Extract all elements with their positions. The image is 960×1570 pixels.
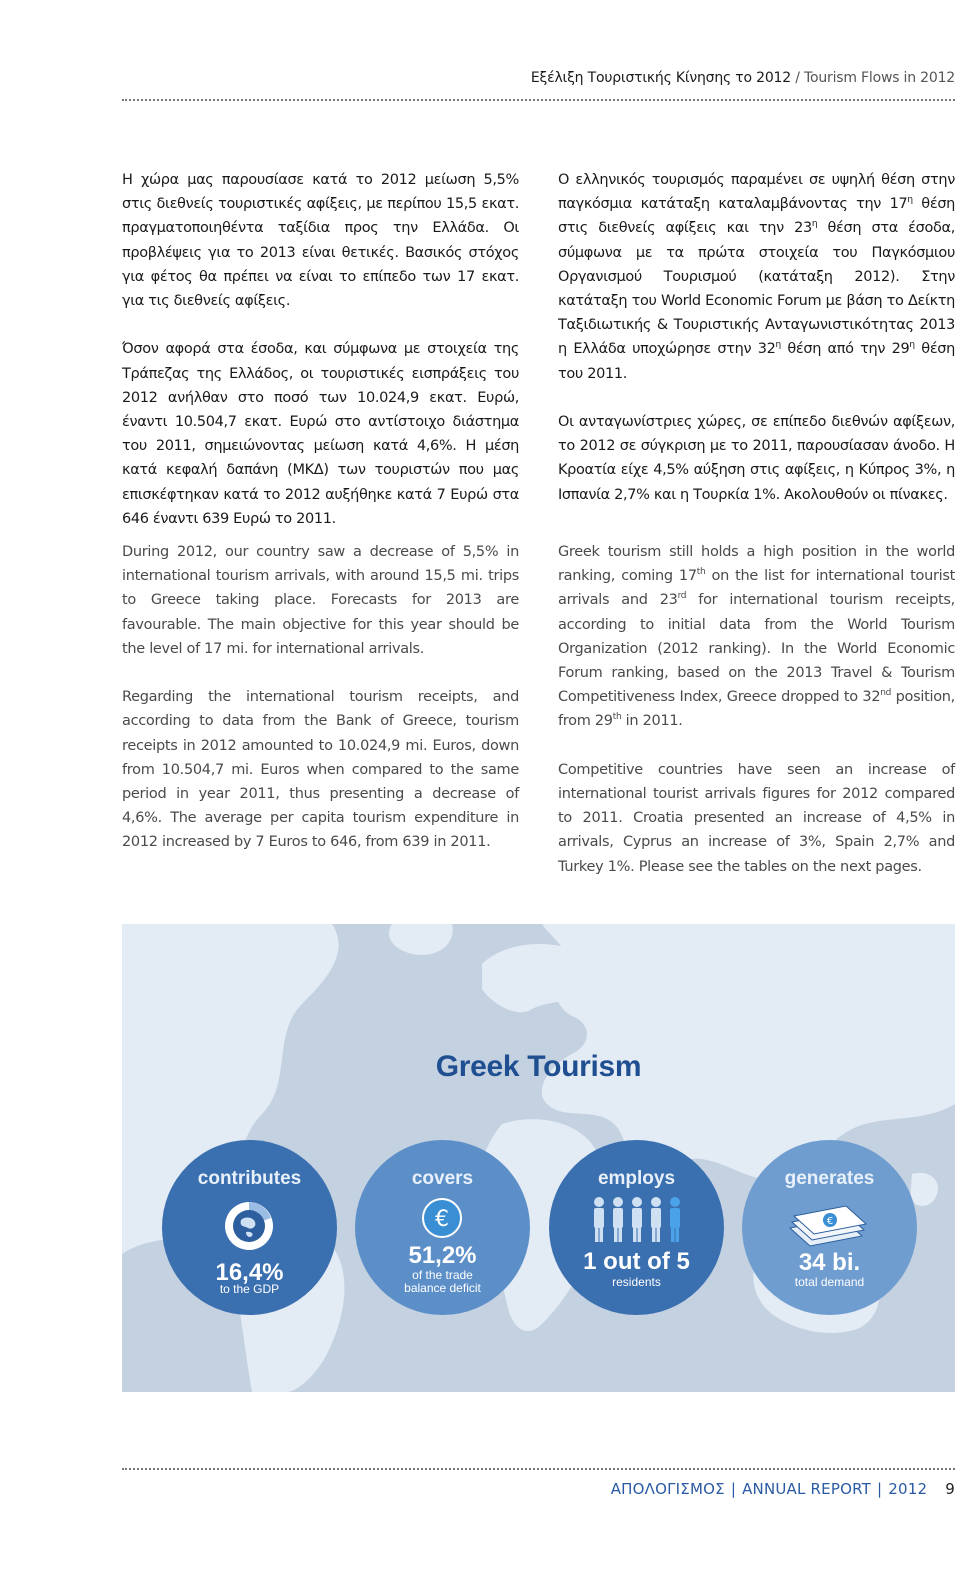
greek-paragraph-2: Όσον αφορά στα έσοδα, και σύμφωνα με στοιχεία της Τράπεζας της Ελλάδος, οι τουριστικές εισπράξεις του 2012 ανήλθαν στο ποσό των 10.024,9 εκατ. Ευρώ, έναντι 10.504,7 εκατ. Ευρώ στο αντίστοιχο διάστημα του 2011, σημειώνοντας μείωση κατά 4,6%. Η μέση κατά κεφαλή δαπάνη (ΜΚΔ) των τουριστών που μας επισκέφτηκαν κατά το 2012 αυξήθηκε κατά 7 Ευρώ στα 646 έναντι 639 Ευρώ το 2011. xyxy=(122,341,519,527)
people-icon xyxy=(591,1196,683,1244)
footer-separator: | xyxy=(877,1480,883,1498)
english-paragraph-2: Regarding the international tourism receipts, and according to data from the Bank of Greece, tourism receipts in 2012 amounted to 10.024,9 mi. Euros, down from 10.504,7 mi. Euros when compared to the same period in year 2011, thus presenting a decrease of 4,6%. The average per capita tourism expenditure in 2012 increased by 7 Euros to 646, from 639 in 2011. xyxy=(122,689,519,851)
header-divider xyxy=(122,99,955,101)
footer-title-greek: ΑΠΟΛΟΓΙΣΜΟΣ xyxy=(610,1480,725,1498)
euro-coin-icon xyxy=(422,1198,462,1238)
banknotes-icon xyxy=(784,1198,874,1248)
english-paragraph-4: Competitive countries have seen an increase of international tourist arrivals figures for 2012 compared to 2011. Croatia presented an increase of 4,5% in arrivals, Cyprus an increase of 3%, Spain 2,7% and Turkey 1%. Please see the tables on the next pages. xyxy=(558,761,955,875)
stat-caption: to the GDP xyxy=(219,1282,280,1296)
stat-caption: residents xyxy=(612,1275,661,1289)
greek-paragraph-3: Ο ελληνικός τουρισμός παραμένει σε υψηλή θέση στην παγκόσμια κατάταξη καταλαμβάνοντας την $17^\eta$ θέση στις διεθνείς αφίξεις και την $23^\eta$ θέση στα έσοδα, σύμφωνα με τα πρώτα στοιχεία του Παγκόσμιου Οργανισμού Τουρισμού (κατάταξη 2012). Στην κατάταξη του World Economic Forum με βάση το Δείκτη Ταξιδιωτικής & Τουριστικής Ανταγωνιστικότητας 2013 η Ελλάδα υποχώρησε στην $32^\eta$ θέση από την $29^\eta$ θέση του 2011. xyxy=(558,172,956,382)
stat-value: 16,4% xyxy=(215,1259,284,1286)
svg-text:€: € xyxy=(435,1207,449,1232)
footer-separator: | xyxy=(730,1480,737,1498)
header-title-greek: Εξέλιξη Τουριστικής Κίνησης το 2012 xyxy=(530,70,791,86)
pie-globe-icon xyxy=(223,1200,275,1252)
stat-label: contributes xyxy=(197,1168,302,1189)
stat-circle-generates xyxy=(742,1140,917,1315)
stat-label: covers xyxy=(411,1168,474,1189)
stat-label: generates xyxy=(784,1168,875,1189)
stat-label: employs xyxy=(597,1168,676,1189)
stat-caption: total demand xyxy=(794,1275,865,1289)
footer-divider xyxy=(122,1468,955,1470)
infographic-title: Greek Tourism xyxy=(435,1050,642,1083)
svg-text:€: € xyxy=(826,1216,834,1227)
footer-title-english: ANNUAL REPORT xyxy=(742,1480,871,1498)
stat-caption-line-2: balance deficit xyxy=(404,1281,481,1295)
header-title-english: Tourism Flows in 2012 xyxy=(804,70,955,86)
page-header xyxy=(122,70,955,86)
stat-value: 51,2% xyxy=(408,1242,477,1269)
english-column-right xyxy=(558,540,955,879)
english-paragraph-3: Greek tourism still holds a high position in the world ranking, coming 17th on the list for international tourist arrivals and 23rd for international tourism receipts, according to initial data from the World Tourism Organization (2012 ranking). In the World Economic Forum ranking, based on the 2013 Travel & Tourism Competitiveness Index, Greece dropped to 32nd position, from 29th in 2011. xyxy=(558,544,955,730)
english-column-left xyxy=(122,540,519,855)
footer-year: 2012 xyxy=(888,1480,928,1498)
stat-caption: of the trade xyxy=(412,1268,473,1282)
page-number: 9 xyxy=(945,1480,955,1498)
header-separator: / xyxy=(790,70,805,86)
greek-paragraph-1: Η χώρα μας παρουσίασε κατά το 2012 μείωση 5,5% στις διεθνείς τουριστικές αφίξεις, με περίπου 15,5 εκατ. πραγματοποιηθέντα ταξίδια προς την Ελλάδα. Οι προβλέψεις για το 2013 είναι θετικές. Βασικός στόχος για φέτος θα πρέπει να είναι το επίπεδο των 17 εκατ. για τις διεθνείς αφίξεις. xyxy=(122,172,519,310)
greek-paragraph-4: Οι ανταγωνίστριες χώρες, σε επίπεδο διεθνών αφίξεων, το 2012 σε σύγκριση με το 2011, παρουσίασαν άνοδο. Η Κροατία είχε 4,5% αύξηση στις αφίξεις, η Κύπρος 3%, η Ισπανία 2,7% και η Τουρκία 1%. Ακολουθούν οι πίνακες. xyxy=(558,414,955,503)
english-paragraph-1: During 2012, our country saw a decrease of 5,5% in international tourism arrivals, with around 15,5 mi. trips to Greece taking place. Forecasts for 2013 are favourable. The main objective for this year should be the level of 17 mi. for international arrivals. xyxy=(122,544,519,657)
stat-value: 34 bi. xyxy=(798,1249,861,1276)
page-footer xyxy=(122,1480,955,1498)
stat-circle-covers xyxy=(355,1140,530,1315)
stat-circle-contributes xyxy=(162,1140,337,1315)
greek-column-right xyxy=(558,168,955,507)
greek-tourism-infographic xyxy=(122,924,955,1392)
stat-circle-employs xyxy=(549,1140,724,1315)
greek-column-left xyxy=(122,168,519,531)
stat-value: 1 out of 5 xyxy=(583,1248,690,1275)
